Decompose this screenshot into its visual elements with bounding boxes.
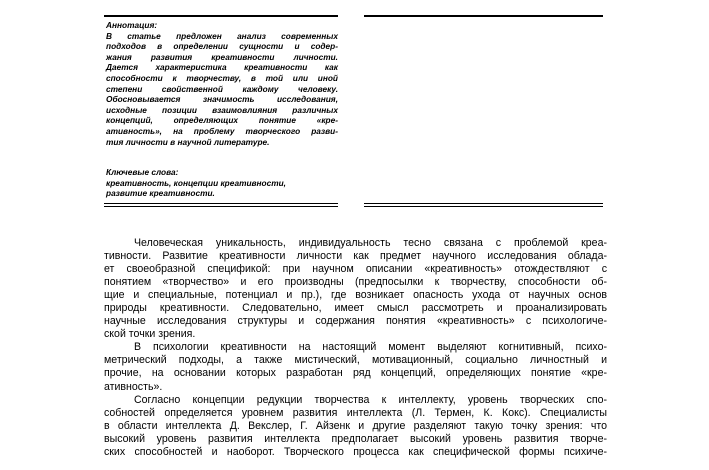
right-column-top-rule — [364, 15, 603, 17]
abstract-top-rule — [104, 15, 338, 17]
body-line: прочие, на основании которых разработан ряд концепций, определяющих понятие «кре- — [104, 367, 607, 380]
abstract-line: жания развития креативности личности. — [106, 51, 338, 62]
body-line: ских способностей и наоборот. Творческого процесса как специфической формы психиче- — [104, 445, 607, 458]
abstract-line: исходные позиции взаимовлияния различных — [106, 104, 338, 115]
keywords-block — [106, 167, 338, 199]
abstract-line: концепций, определяющих понятие «кре- — [106, 115, 338, 126]
body-line: научные исследования структуры и содержания понятия «креативность» с психологиче- — [104, 315, 607, 328]
body-line: высокий уровень развития интеллекта предполагает высокий уровень развития творче- — [104, 432, 607, 445]
keywords-heading: Ключевые слова: — [106, 167, 179, 177]
abstract-line: тия личности в научной литературе. — [106, 136, 270, 147]
abstract-bottom-rule — [104, 203, 338, 207]
right-column-bottom-rule — [364, 203, 603, 207]
abstract-block — [106, 20, 338, 147]
body-line: в области интеллекта Д. Векслер, Г. Айзенк и другие разделяют такую точку зрения: что — [104, 419, 607, 432]
keywords-line: развитие креативности. — [106, 188, 215, 199]
abstract-line: Обосновывается значимость исследования, — [106, 94, 338, 105]
body-line: природы креативности. Следовательно, имеет смысл рассмотреть и проанализировать — [104, 302, 607, 315]
body-line: собностей определяется уровнем развития интеллекта (Л. Термен, К. Кокс). Специалисты — [104, 406, 607, 419]
body-line: понятием «творчество» и его производны (предпосылки к творчеству, способности об- — [104, 276, 607, 289]
body-line: Человеческая уникальность, индивидуальность тесно связана с проблемой креа- — [134, 237, 607, 249]
abstract-line: ативность», на проблему творческого разви- — [106, 125, 338, 136]
article-body — [104, 237, 607, 459]
abstract-line: подходов в определении сущности и содер- — [106, 41, 338, 52]
body-line: В психологии креативности на настоящий момент выделяют когнитивный, психо- — [134, 341, 607, 354]
abstract-heading: Аннотация: — [106, 20, 158, 30]
keywords-line: креативность, концепции креативности, — [106, 177, 286, 188]
abstract-line: В статье предложен анализ современных — [106, 30, 338, 41]
body-line: ативность». — [104, 380, 163, 393]
body-line: тивности. Развитие креативности личности как предмет научного исследования облада- — [104, 250, 607, 263]
body-line: щие и специальные, потенциал и пр.), где возникает опасность ухода от научных основ — [104, 289, 607, 302]
body-line: ет своеобразной спецификой: при научном описании «креативность» отождествляют с — [104, 263, 607, 276]
abstract-line: способности к творчеству, в той или иной — [106, 72, 338, 83]
body-line: ской точки зрения. — [104, 328, 196, 341]
abstract-line: степени свойственной каждому человеку. — [106, 83, 338, 94]
body-line: Согласно концепции редукции творчества к интеллекту, уровень творческих спо- — [134, 393, 607, 406]
body-line: метрический подходы, а также мистический, мотивационный, социально личностный и — [104, 354, 607, 367]
abstract-line: Дается характеристика креативности как — [106, 62, 338, 73]
